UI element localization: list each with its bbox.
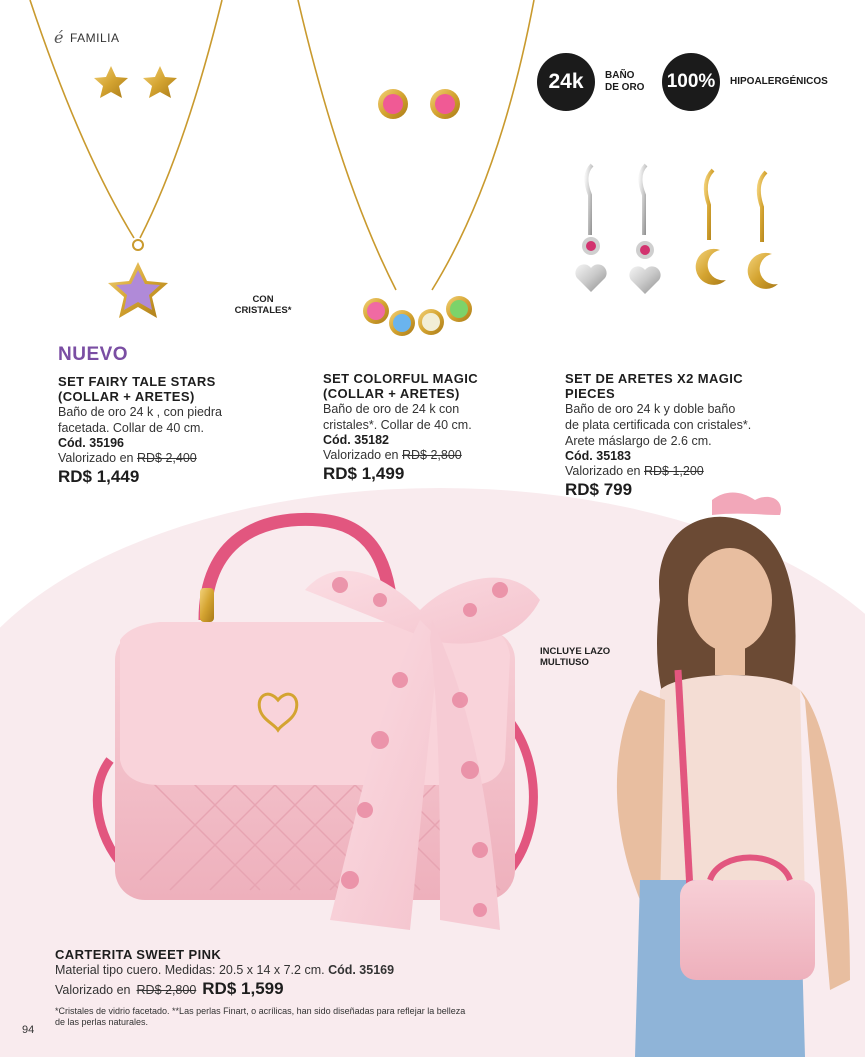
brand-header bbox=[54, 28, 119, 47]
product-magic-pieces bbox=[565, 371, 795, 500]
footnote-line1: *Cristales de vidrio facetado. **Las perlas Finart, o acrílicas, han sido diseñadas para reflejar la belleza bbox=[55, 1006, 466, 1016]
product-title: SET DE ARETES X2 MAGIC PIECES bbox=[565, 371, 744, 401]
bow-note bbox=[540, 646, 630, 668]
product-desc-line1: Baño de oro de 24 k con bbox=[323, 402, 460, 416]
product-fairy-tale-stars bbox=[58, 344, 288, 487]
product-code: Cód. 35183 bbox=[565, 449, 632, 463]
product-price: RD$ 799 bbox=[565, 480, 633, 499]
product-title: SET COLORFUL MAGIC bbox=[323, 371, 479, 386]
product-price: RD$ 1,449 bbox=[58, 467, 140, 486]
old-price: RD$ 2,800 bbox=[136, 983, 197, 997]
star-necklace bbox=[30, 0, 222, 318]
product-valued bbox=[323, 448, 553, 463]
valued-label: Valorizado en bbox=[58, 451, 134, 465]
new-tag: NUEVO bbox=[58, 344, 129, 365]
bow-note-line1: INCLUYE LAZO bbox=[540, 646, 611, 657]
heart-earrings bbox=[575, 165, 660, 294]
brand-logo: é bbox=[54, 28, 64, 47]
gold-label-line2: DE ORO bbox=[605, 82, 645, 93]
valued-label: Valorizado en bbox=[323, 448, 399, 462]
moon-earrings bbox=[696, 170, 778, 289]
crystals-note-line2: CRISTALES* bbox=[234, 305, 292, 316]
star-earrings bbox=[94, 66, 177, 98]
bow-note-line2: MULTIUSO bbox=[540, 657, 589, 668]
product-code: Cód. 35182 bbox=[323, 433, 390, 447]
old-price: RD$ 2,400 bbox=[137, 451, 197, 465]
girl-model bbox=[617, 493, 850, 1057]
product-valued bbox=[58, 451, 288, 466]
bag-desc: Material tipo cuero. Medidas: 20.5 x 14 x 7.2 cm. bbox=[55, 963, 325, 977]
product-desc-line2: cristales*. Collar de 40 cm. bbox=[323, 418, 472, 432]
crystals-note bbox=[232, 294, 294, 316]
pink-stud-earrings bbox=[378, 89, 460, 119]
product-desc-line2: facetada. Collar de 40 cm. bbox=[58, 421, 204, 435]
gold-label-line1: BAÑO bbox=[605, 70, 635, 81]
gold-badge-label bbox=[605, 70, 644, 94]
hypoallergenic-label: HIPOALERGÉNICOS bbox=[730, 76, 828, 87]
old-price: RD$ 2,800 bbox=[402, 448, 462, 462]
product-subtitle: (COLLAR + ARETES) bbox=[323, 386, 460, 401]
page-number: 94 bbox=[22, 1024, 35, 1036]
crystals-note-line1: CON bbox=[252, 294, 274, 305]
brand-name: FAMILIA bbox=[69, 30, 120, 45]
footnote-line2: de las perlas naturales. bbox=[55, 1016, 149, 1027]
product-subtitle: (COLLAR + ARETES) bbox=[58, 389, 195, 404]
product-code: Cód. 35196 bbox=[58, 436, 125, 450]
product-title: SET FAIRY TALE STARS bbox=[58, 374, 216, 389]
product-desc-line1: Baño de oro 24 k , con piedra bbox=[58, 405, 223, 419]
bag-price: RD$ 1,599 bbox=[202, 979, 284, 998]
product-colorful-magic bbox=[323, 371, 553, 484]
gold-badge: 24k bbox=[537, 53, 595, 111]
bag-desc-row bbox=[55, 963, 575, 978]
old-price: RD$ 1,200 bbox=[644, 464, 704, 478]
product-desc-line1: Baño de oro 24 k y doble baño bbox=[565, 402, 736, 416]
footnote bbox=[55, 1006, 575, 1027]
hypoallergenic-badge: 100% bbox=[662, 53, 720, 111]
product-valued bbox=[565, 464, 795, 479]
valued-label: Valorizado en bbox=[55, 983, 131, 997]
product-price: RD$ 1,499 bbox=[323, 464, 405, 483]
bag-title: CARTERITA SWEET PINK bbox=[55, 947, 222, 962]
bag-code: Cód. 35169 bbox=[328, 963, 395, 977]
product-sweet-pink-bag bbox=[55, 947, 575, 999]
valued-label: Valorizado en bbox=[565, 464, 641, 478]
bag-price-row bbox=[55, 978, 575, 999]
product-desc-line3: Arete máslargo de 2.6 cm. bbox=[565, 434, 712, 448]
colorful-necklace bbox=[298, 0, 534, 336]
product-desc-line2: de plata certificada con cristales*. bbox=[565, 418, 752, 432]
